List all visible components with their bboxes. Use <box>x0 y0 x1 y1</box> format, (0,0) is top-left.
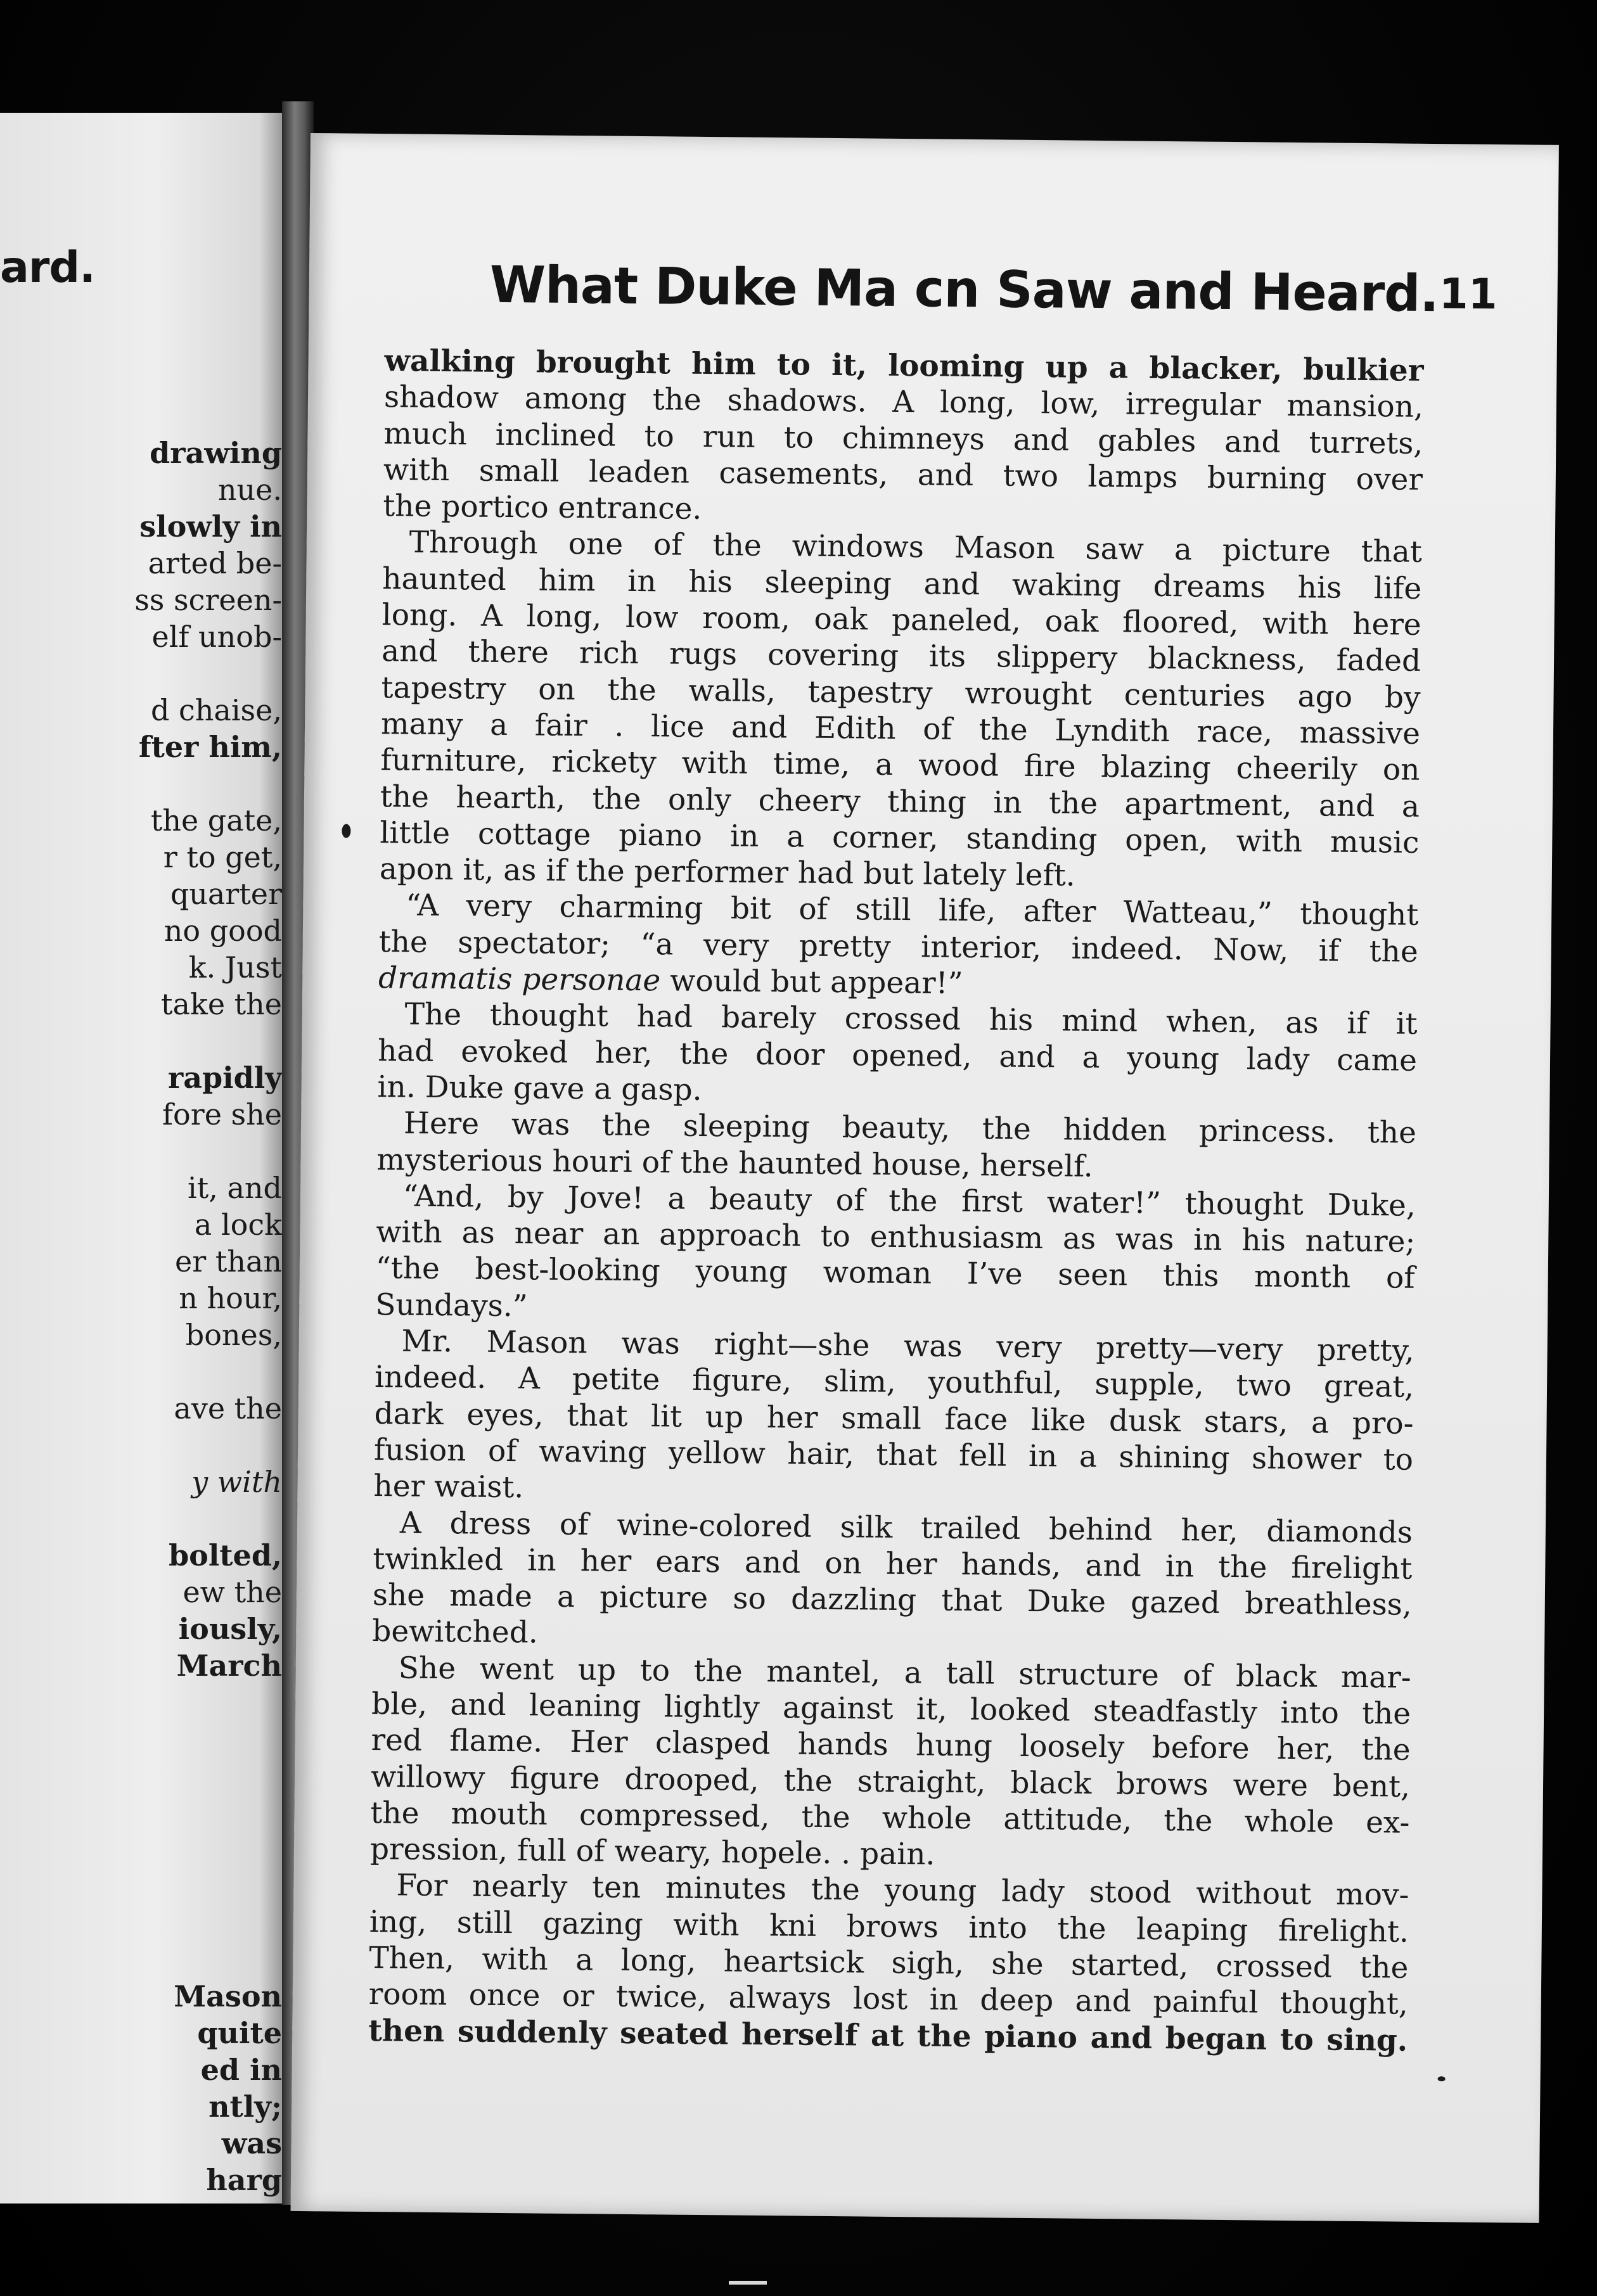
book-page <box>291 133 1559 2223</box>
text-line: room once or twice, always lost in deep and painful thought, <box>368 1977 1408 2022</box>
text-line: the mouth compressed, the whole attitude, the whole ex- <box>370 1795 1410 1840</box>
text-line: She went up to the mantel, a tall structure of black mar- <box>398 1650 1411 1695</box>
running-title: What Duke Ma cn Saw and Heard. <box>489 255 1439 324</box>
text-line: willowy figure drooped, the straight, black brows were bent, <box>370 1759 1411 1804</box>
previous-page-line: er than <box>175 1244 282 1279</box>
previous-page-line: was <box>221 2126 282 2160</box>
previous-page-line: d chaise, <box>150 693 282 727</box>
previous-page-line: ave the <box>174 1391 282 1425</box>
text-line: Sundays.” <box>375 1287 529 1324</box>
text-line: much inclined to run to chimneys and gables and turrets, <box>383 416 1423 461</box>
text-line: twinkled in her ears and on her hands, and in the firelight <box>373 1541 1413 1586</box>
text-line: and there rich rugs covering its slippery blackness, faded <box>381 634 1421 679</box>
previous-page-line: k. Just <box>188 950 282 985</box>
text-line: walking brought him to it, looming up a blacker, bulkier <box>384 343 1424 388</box>
previous-page-line: ntly; <box>208 2089 282 2124</box>
text-line: indeed. A petite figure, slim, youthful, supple, two great, <box>374 1360 1414 1405</box>
previous-page-line: n hour, <box>179 1281 282 1315</box>
text-line: pression, full of weary, hopele. . pain. <box>369 1832 935 1872</box>
ink-speck <box>1438 2076 1446 2081</box>
italic-phrase: dramatis personae <box>378 960 661 998</box>
previous-page-line: arted be- <box>148 546 282 580</box>
previous-page-line: slowly in <box>139 509 282 544</box>
previous-page-edge <box>0 113 282 2204</box>
previous-page-line: March <box>176 1649 282 1683</box>
text-line: Mr. Mason was right—she was very pretty—very pretty, <box>401 1323 1414 1368</box>
text-line: apon it, as if the performer had but lately left. <box>379 851 1076 893</box>
text-line: ble, and leaning lightly against it, looked steadfastly into the <box>371 1687 1411 1732</box>
text-line: bewitched. <box>372 1614 539 1650</box>
text-line: shadow among the shadows. A long, low, irregular mansion, <box>383 379 1424 425</box>
previous-page-line: elf unob- <box>151 620 282 654</box>
previous-page-line: bones, <box>185 1318 282 1352</box>
text-line: The thought had barely crossed his mind when, as if it <box>404 997 1418 1042</box>
running-head <box>489 255 1498 335</box>
text-line: haunted him in his sleeping and waking dreams his life <box>382 561 1422 606</box>
text-line: dark eyes, that lit up her small face like dusk stars, a pro- <box>374 1396 1414 1441</box>
text-line: fusion of waving yellow hair, that fell in a shining shower to <box>373 1432 1414 1477</box>
previous-page-line: ew the <box>183 1575 282 1609</box>
text-line: red flame. Her clasped hands hung loosely before her, the <box>371 1723 1411 1768</box>
text-line: tapestry on the walls, tapestry wrought centuries ago by <box>381 670 1421 715</box>
previous-page-line: bolted, <box>168 1538 282 1572</box>
previous-page-line: y with <box>191 1465 282 1499</box>
previous-page-line: take the <box>161 987 282 1021</box>
text-line: furniture, rickety with time, a wood fire blazing cheerily on <box>380 743 1420 788</box>
text-line: Then, with a long, heartsick sigh, she started, crossed the <box>369 1941 1409 1986</box>
previous-page-line: quarter <box>170 877 282 911</box>
page-number: 11 <box>1439 269 1498 319</box>
text-line: “And, by Jove! a beauty of the first water!” thought Duke, <box>402 1178 1416 1223</box>
text-line: “the best-looking young woman I’ve seen this month of <box>375 1251 1415 1296</box>
text-line: many a fair . lice and Edith of the Lyndith race, massive <box>380 706 1421 751</box>
text-line: Through one of the windows Mason saw a picture that <box>409 525 1422 570</box>
ink-speck <box>342 824 350 838</box>
text-line: then suddenly seated herself at the piano and began to sing. <box>368 2013 1408 2058</box>
text-line: For nearly ten minutes the young lady stood without mov- <box>396 1868 1409 1913</box>
text-line: had evoked her, the door opened, and a young lady came <box>377 1033 1418 1078</box>
previous-page-line: iously, <box>178 1612 282 1646</box>
previous-page-line: Mason <box>174 1979 282 2013</box>
text-line: in. Duke gave a gasp. <box>377 1069 702 1107</box>
text-line: with as near an approach to enthusiasm as was in his nature; <box>376 1215 1416 1260</box>
previous-page-line: rapidly <box>167 1061 282 1095</box>
text-line: her waist. <box>373 1469 524 1505</box>
previous-page-line: ss screen- <box>134 583 282 617</box>
text-line: with small leaden casements, and two lamps burning over <box>383 452 1423 497</box>
line-segment: would but appear!” <box>660 963 963 1001</box>
previous-page-line: a lock <box>194 1208 282 1242</box>
previous-page-line: quite <box>197 2016 282 2050</box>
page-body-text <box>368 343 1424 2059</box>
text-line: A dress of wine-colored silk trailed behind her, diamonds <box>399 1505 1413 1550</box>
text-line: the spectator; “a very pretty interior, indeed. Now, if the <box>378 924 1418 969</box>
previous-page-line: r to get, <box>163 840 282 874</box>
previous-page-line: harg <box>206 2163 282 2197</box>
previous-page-line: the gate, <box>150 803 282 838</box>
text-line: the portico entrance. <box>383 488 702 527</box>
text-line: “A very charming bit of still life, after Watteau,” thought <box>406 888 1419 933</box>
text-line: long. A long, low room, oak paneled, oak floored, with here <box>382 597 1421 642</box>
previous-page-line: nue. <box>217 473 282 507</box>
previous-page-line: fore she <box>162 1097 282 1132</box>
text-line: Here was the sleeping beauty, the hidden princess. the <box>403 1106 1417 1151</box>
previous-page-line: ed in <box>200 2053 282 2087</box>
previous-page-header: ard. <box>0 243 95 293</box>
text-line: little cottage piano in a corner, standing open, with music <box>380 815 1420 860</box>
text-line: the hearth, the only cheery thing in the apartment, and a <box>380 779 1420 824</box>
text-line: mysterious houri of the haunted house, herself. <box>376 1142 1093 1184</box>
previous-page-line: fter him, <box>138 730 282 764</box>
previous-page-line: drawing <box>150 436 282 470</box>
text-line: ing, still gazing with kni brows into the leaping firelight. <box>369 1904 1409 1949</box>
text-line: she made a picture so dazzling that Duke gazed breathless, <box>372 1578 1413 1623</box>
previous-page-line: it, and <box>188 1171 282 1205</box>
page-edge-mark <box>729 2281 767 2285</box>
previous-page-line: no good <box>164 914 282 948</box>
